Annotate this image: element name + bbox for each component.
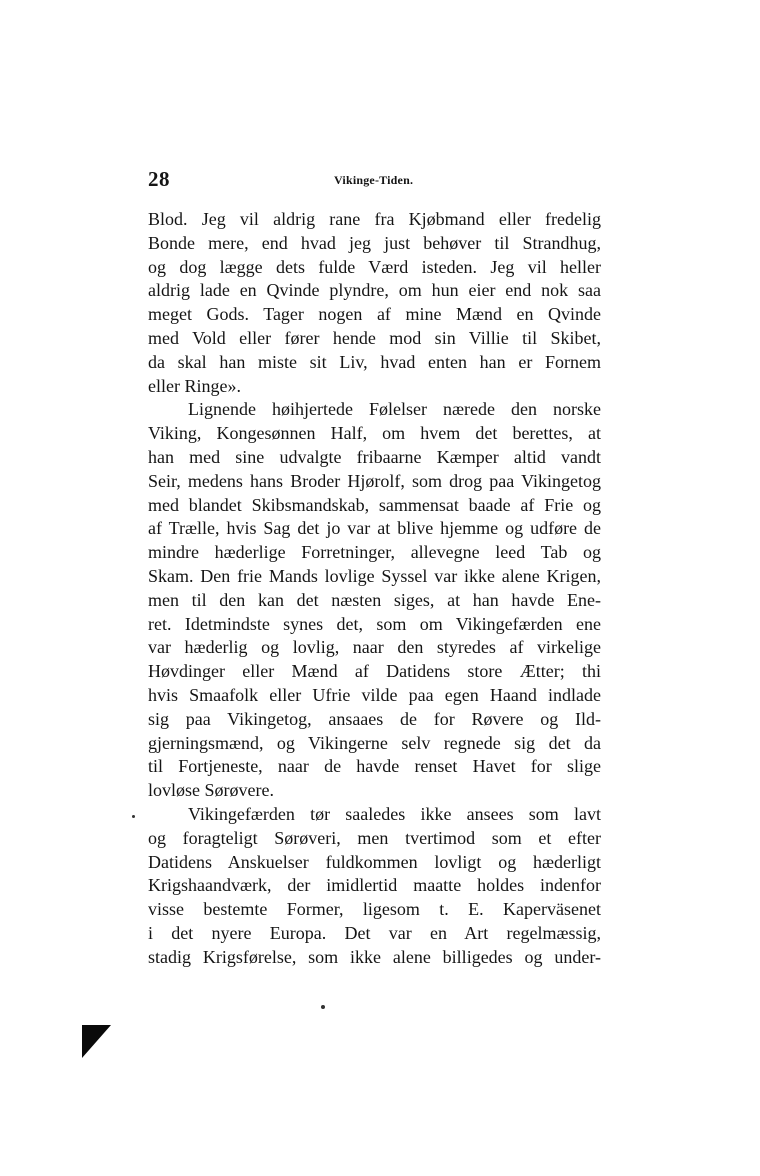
text-line: Krigshaandværk, der imidlertid maatte holdes indenfor: [148, 875, 601, 896]
text-line: Skam. Den frie Mands lovlige Syssel var ikke alene Krigen,: [148, 565, 601, 586]
text-line: stadig Krigsførelse, som ikke alene billigedes og under-: [148, 946, 601, 967]
text-line: hvis Smaafolk eller Ufrie vilde paa egen Haand indlade: [148, 684, 601, 705]
text-line: eller Ringe».: [148, 375, 241, 396]
text-line: men til den kan det næsten siges, at han havde Ene-: [148, 589, 601, 610]
text-line: meget Gods. Tager nogen af mine Mænd en Qvinde: [148, 304, 601, 325]
text-line: Datidens Anskuelser fuldkommen lovligt og hæderligt: [148, 851, 601, 872]
running-head: Vikinge-Tiden.: [334, 173, 414, 187]
text-line: da skal han miste sit Liv, hvad enten han er Fornem: [148, 351, 601, 372]
paragraph-first-line: Lignende høihjertede Følelser nærede den norske: [188, 399, 601, 420]
text-line: gjerningsmænd, og Vikingerne selv regnede sig det da: [148, 732, 601, 753]
text-line: ret. Idetmindste synes det, som om Vikingefærden ene: [148, 613, 601, 634]
page-corner-marker-icon: [82, 1025, 111, 1058]
ink-speck: [321, 1005, 325, 1009]
text-line: aldrig lade en Qvinde plyndre, om hun eier end nok saa: [148, 280, 601, 301]
text-line: han med sine udvalgte fribaarne Kæmper altid vandt: [148, 446, 601, 467]
page-header: [148, 167, 601, 195]
text-line: lovløse Sørøvere.: [148, 780, 274, 801]
text-line: og foragteligt Sørøveri, men tvertimod som et efter: [148, 827, 601, 848]
page-number: 28: [148, 167, 170, 191]
text-line: sig paa Vikingetog, ansaaes de for Røvere og Ild-: [148, 708, 601, 729]
text-line: i det nyere Europa. Det var en Art regelmæssig,: [148, 922, 601, 943]
text-line: Høvdinger eller Mænd af Datidens store Ætter; thi: [148, 661, 601, 682]
paragraph-first-line: Vikingefærden tør saaledes ikke ansees som lavt: [188, 803, 601, 824]
text-line: og dog lægge dets fulde Værd isteden. Jeg vil heller: [148, 256, 601, 277]
text-line: til Fortjeneste, naar de havde renset Havet for slige: [148, 756, 601, 777]
ink-speck: [132, 815, 135, 818]
text-line: af Trælle, hvis Sag det jo var at blive hjemme og udføre de: [148, 518, 601, 539]
text-line: med Vold eller fører hende mod sin Villie til Skibet,: [148, 327, 601, 348]
text-line: Seir, medens hans Broder Hjørolf, som drog paa Vikingetog: [148, 470, 601, 491]
text-line: med blandet Skibsmandskab, sammensat baade af Frie og: [148, 494, 601, 515]
text-line: Blod. Jeg vil aldrig rane fra Kjøbmand eller fredelig: [148, 209, 601, 229]
text-line: visse bestemte Former, ligesom t. E. Kaperväsenet: [148, 899, 601, 920]
text-line: Viking, Kongesønnen Half, om hvem det berettes, at: [148, 423, 601, 444]
text-line: Bonde mere, end hvad jeg just behøver til Strandhug,: [148, 232, 601, 253]
body-text: [148, 208, 601, 970]
text-line: mindre hæderlige Forretninger, allevegne leed Tab og: [148, 542, 601, 563]
text-line: var hæderlig og lovlig, naar den styredes af virkelige: [148, 637, 601, 658]
